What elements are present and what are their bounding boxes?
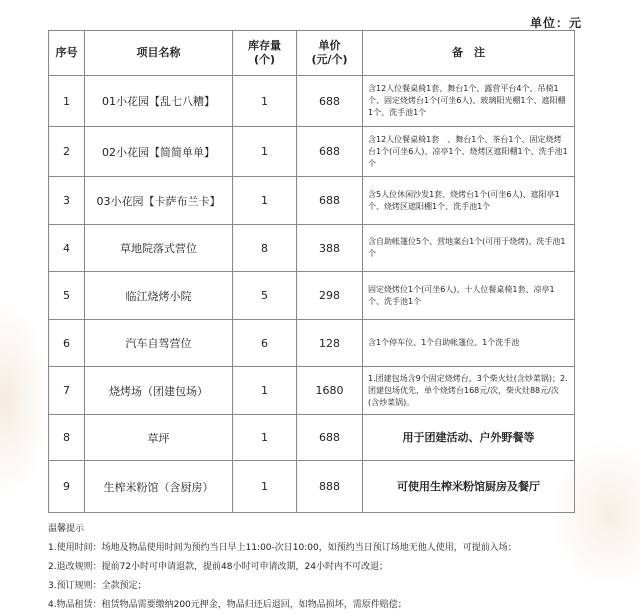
cell-remark: 1.团建包场含9个固定烧烤台，3个柴火灶(含炒菜锅)；2.团建包场优先，单个烧烤台168元/次，柴火灶88元/次(含炒菜锅)。 (363, 367, 575, 415)
table-row (49, 320, 575, 367)
cell-name: 生榨米粉馆（含厨房） (85, 461, 233, 513)
cell-name: 01小花园【乱七八糟】 (85, 76, 233, 127)
price-table (48, 30, 575, 513)
cell-stock: 1 (233, 127, 297, 177)
cell-no: 1 (49, 76, 85, 127)
cell-price: 128 (297, 320, 363, 367)
header-price-line1: 单价 (318, 39, 341, 52)
cell-remark: 含1个停车位、1个自助帐篷位、1个洗手池 (363, 320, 575, 367)
cell-remark: 含自助帐篷位5个、营地案台1个(可用于烧烤)、洗手池1个 (363, 225, 575, 272)
tip-item: 2.退改规则：提前72小时可申请退款，提前48小时可申请改期，24小时内不可改退； (48, 562, 388, 572)
header-remark: 备 注 (363, 31, 575, 76)
cell-name: 临江烧烤小院 (85, 272, 233, 320)
cell-no: 9 (49, 461, 85, 513)
table-row (49, 177, 575, 225)
table-row (49, 127, 575, 177)
cell-stock: 5 (233, 272, 297, 320)
cell-stock: 6 (233, 320, 297, 367)
cell-stock: 1 (233, 461, 297, 513)
header-name: 项目名称 (85, 31, 233, 76)
cell-remark: 固定烧烤位1个(可坐6人)、十人位餐桌椅1套、凉亭1个、洗手池1个 (363, 272, 575, 320)
header-price-line2: (元/个) (311, 53, 348, 66)
cell-stock: 1 (233, 367, 297, 415)
cell-price: 688 (297, 76, 363, 127)
table-row (49, 272, 575, 320)
cell-price: 688 (297, 177, 363, 225)
cell-no: 5 (49, 272, 85, 320)
cell-stock: 1 (233, 177, 297, 225)
cell-name: 草地院落式营位 (85, 225, 233, 272)
cell-name: 汽车自驾营位 (85, 320, 233, 367)
table-row (49, 415, 575, 461)
tips-section (48, 520, 628, 615)
header-stock-line1: 库存量 (248, 39, 281, 52)
cell-price: 688 (297, 127, 363, 177)
decorative-swirl-left (0, 300, 50, 500)
cell-stock: 8 (233, 225, 297, 272)
cell-name: 草坪 (85, 415, 233, 461)
table-row (49, 461, 575, 513)
header-price (297, 31, 363, 76)
cell-remark: 含12人位餐桌椅1套 、舞台1个、茶台1个、固定烧烤台1个(可坐6人)、凉亭1个、烧烤区遮阳棚1个、洗手池1个 (363, 127, 575, 177)
cell-remark: 用于团建活动、户外野餐等 (363, 415, 575, 461)
tips-title: 温馨提示 (48, 524, 85, 534)
tip-item: 4.物品租赁：租赁物品需要缴纳200元押金，物品归还后退回，如物品损坏，需原件赔偿； (48, 600, 407, 610)
cell-remark: 含12人位餐桌椅1套、舞台1个、露营平台4个、吊椅1个、固定烧烤台1个(可坐6人)、玻璃阳光棚1个、遮阳棚1个、洗手池1个 (363, 76, 575, 127)
cell-no: 6 (49, 320, 85, 367)
cell-price: 298 (297, 272, 363, 320)
cell-remark: 可使用生榨米粉馆厨房及餐厅 (363, 461, 575, 513)
cell-no: 8 (49, 415, 85, 461)
cell-stock: 1 (233, 76, 297, 127)
cell-name: 03小花园【卡萨布兰卡】 (85, 177, 233, 225)
table-row (49, 225, 575, 272)
table-header-row (49, 31, 575, 76)
cell-name: 02小花园【简简单单】 (85, 127, 233, 177)
cell-remark: 含5人位休闲沙发1套、烧烤台1个(可坐6人)、遮阳亭1个、烧烤区遮阳棚1个、洗手池1个 (363, 177, 575, 225)
cell-name: 烧烤场（团建包场） (85, 367, 233, 415)
cell-stock: 1 (233, 415, 297, 461)
cell-price: 1680 (297, 367, 363, 415)
cell-no: 4 (49, 225, 85, 272)
cell-price: 888 (297, 461, 363, 513)
unit-label: 单位：元 (529, 16, 582, 30)
table-row (49, 76, 575, 127)
cell-price: 688 (297, 415, 363, 461)
table-row (49, 367, 575, 415)
cell-no: 7 (49, 367, 85, 415)
header-stock-line2: (个) (253, 53, 276, 66)
header-no: 序号 (49, 31, 85, 76)
cell-price: 388 (297, 225, 363, 272)
header-stock (233, 31, 297, 76)
cell-no: 3 (49, 177, 85, 225)
cell-no: 2 (49, 127, 85, 177)
tip-item: 1.使用时间：场地及物品使用时间为预约当日早上11:00-次日10:00，如预约当日预订场地无他人使用，可提前入场； (48, 543, 517, 553)
tip-item: 3.预订规则：全款预定； (48, 581, 147, 591)
